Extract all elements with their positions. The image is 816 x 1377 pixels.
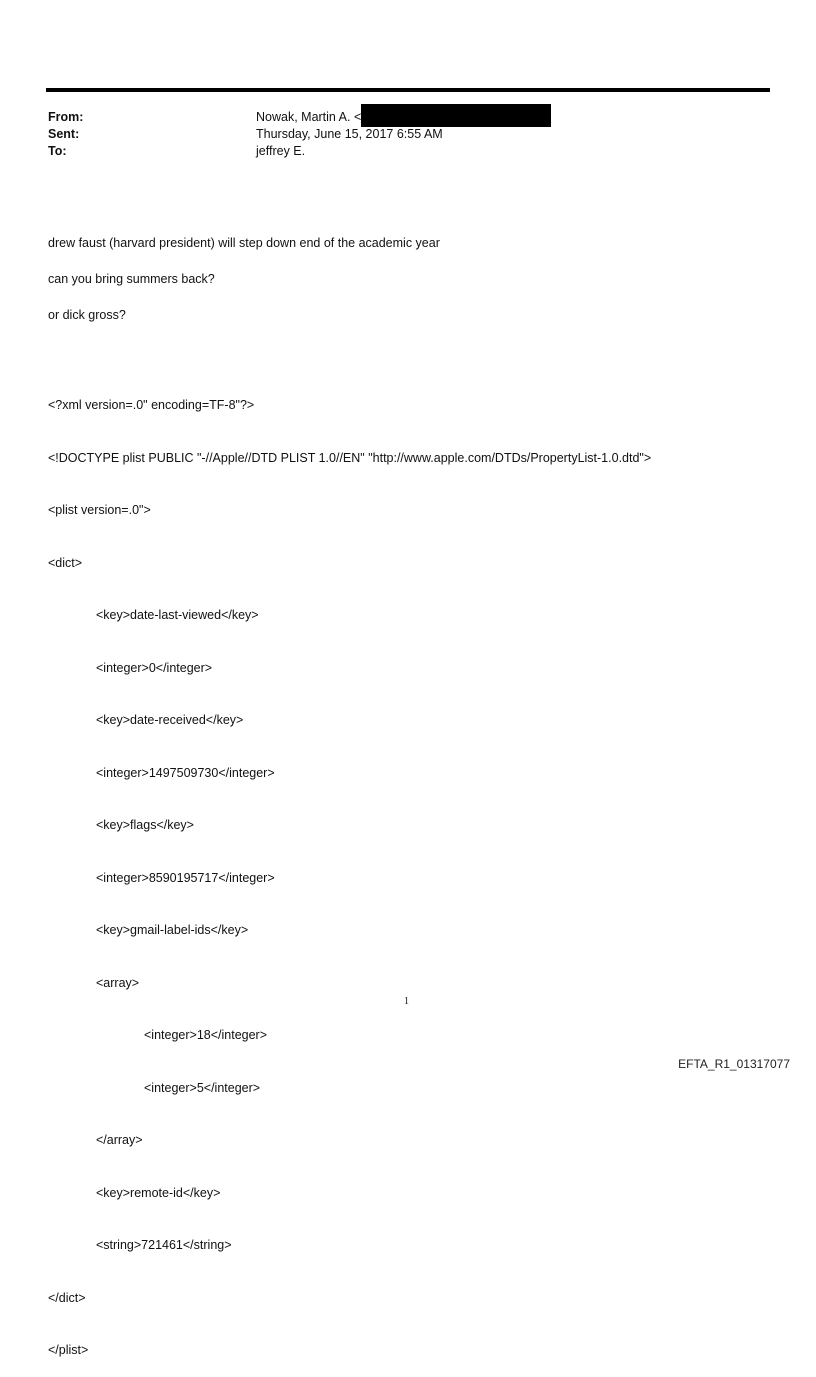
to-row bbox=[48, 143, 551, 160]
xml-line: <!DOCTYPE plist PUBLIC "-//Apple//DTD PLIST 1.0//EN" "http://www.apple.com/DTDs/PropertyList-1.0.dtd"> bbox=[48, 450, 652, 465]
sent-row bbox=[48, 126, 551, 143]
message-body bbox=[48, 234, 440, 342]
xml-line: </plist> bbox=[48, 1343, 89, 1357]
xml-line: <integer>0</integer> bbox=[96, 660, 213, 675]
xml-line: </array> bbox=[96, 1133, 143, 1147]
xml-line: <integer>1497509730</integer> bbox=[96, 765, 275, 780]
xml-line: <?xml version=.0" encoding=TF-8"?> bbox=[48, 398, 255, 412]
plist-xml-block bbox=[48, 362, 651, 1377]
xml-line: <key>gmail-label-ids</key> bbox=[96, 923, 249, 937]
header-rule bbox=[46, 88, 770, 92]
to-value: jeffrey E. bbox=[256, 144, 306, 158]
message-paragraph: or dick gross? bbox=[48, 308, 126, 322]
xml-line: <key>remote-id</key> bbox=[96, 1185, 221, 1200]
xml-line: <integer>18</integer> bbox=[144, 1028, 268, 1042]
xml-line: <key>flags</key> bbox=[96, 818, 194, 832]
from-label: From: bbox=[48, 110, 84, 124]
from-row bbox=[48, 109, 551, 126]
sent-value: Thursday, June 15, 2017 6:55 AM bbox=[256, 127, 443, 141]
message-paragraph: can you bring summers back? bbox=[48, 272, 215, 286]
email-header bbox=[48, 109, 551, 160]
xml-line: <key>date-last-viewed</key> bbox=[96, 608, 259, 622]
from-name: Nowak, Martin A. < bbox=[256, 110, 362, 124]
document-id: EFTA_R1_01317077 bbox=[678, 1057, 790, 1071]
xml-line: <key>date-received</key> bbox=[96, 713, 244, 727]
xml-line: <integer>5</integer> bbox=[144, 1080, 261, 1095]
message-paragraph: drew faust (harvard president) will step down end of the academic year bbox=[48, 236, 440, 250]
xml-line: <array> bbox=[96, 975, 140, 990]
redaction-box bbox=[361, 104, 551, 127]
sent-label: Sent: bbox=[48, 127, 80, 141]
to-label: To: bbox=[48, 144, 67, 158]
xml-line: <integer>8590195717</integer> bbox=[96, 870, 275, 885]
xml-line: <dict> bbox=[48, 555, 83, 570]
from-value bbox=[256, 109, 551, 126]
page-number: 1 bbox=[404, 996, 409, 1007]
xml-line: </dict> bbox=[48, 1290, 86, 1305]
xml-line: <plist version=.0"> bbox=[48, 503, 151, 517]
xml-line: <string>721461</string> bbox=[96, 1238, 232, 1252]
